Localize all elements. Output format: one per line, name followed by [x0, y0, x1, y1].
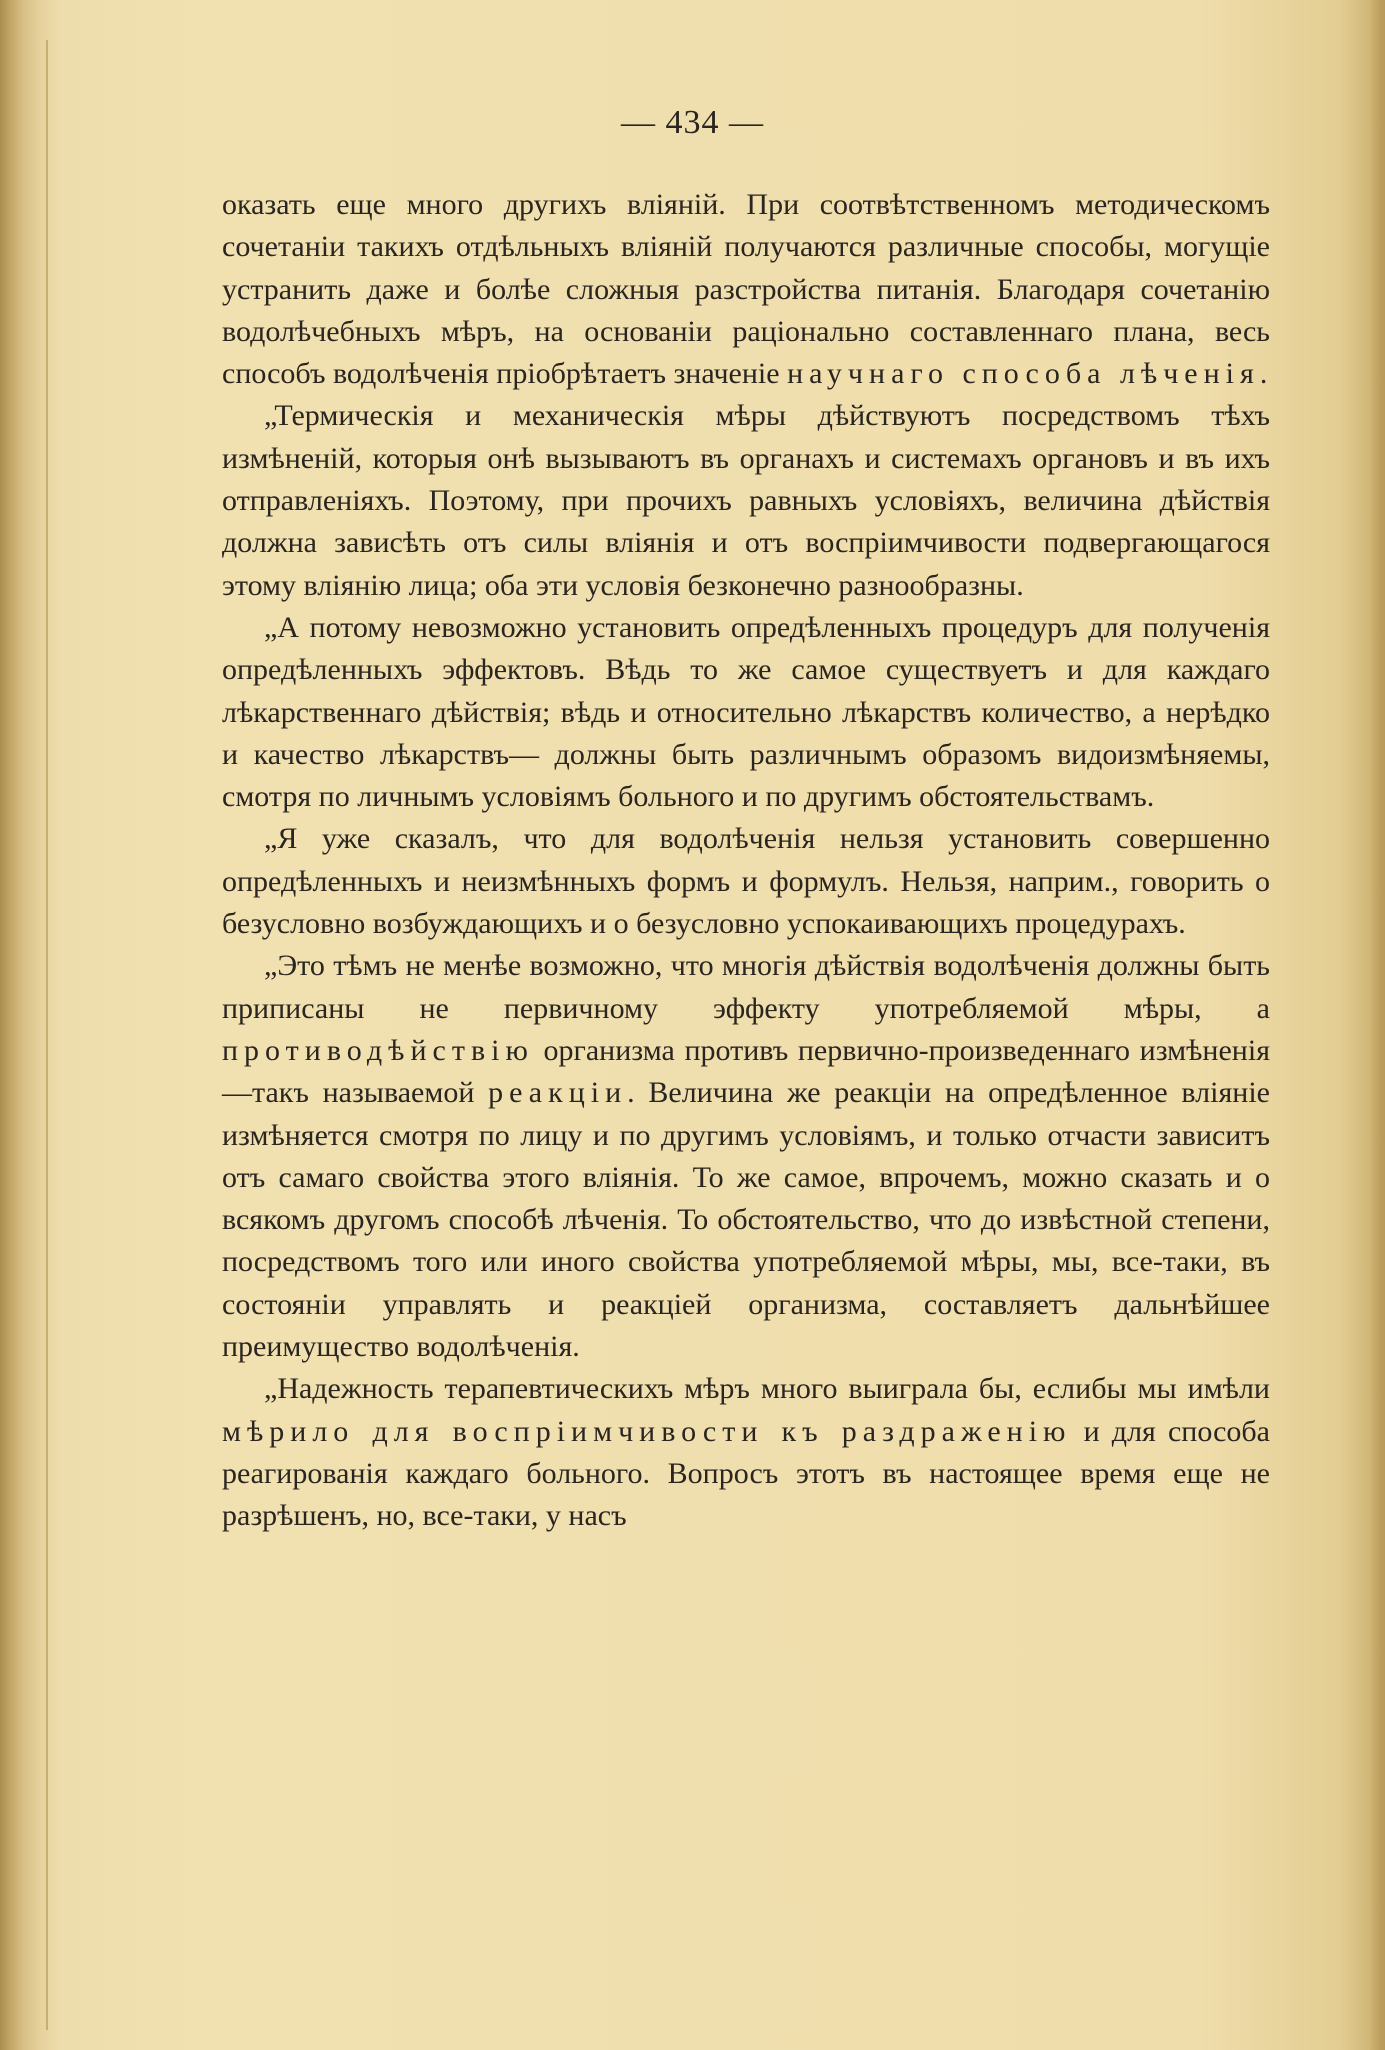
page-number: — 434 — — [621, 104, 764, 141]
emphasized-text: мѣрило для воспріимчивости къ раздраженію — [222, 1414, 1072, 1448]
text-run: „Я уже сказалъ, что для водолѣченія нельзя установить совершенно опредѣленныхъ и неизмѣнныхъ формъ и формулъ. Нельзя, наприм., говорить о безусловно возбуждающихъ и о безусловно успокаивающихъ процедурахъ. — [222, 822, 1270, 941]
paragraph — [222, 945, 1270, 1368]
text-run: . — [1259, 357, 1268, 391]
text-run: организма противъ первично-произведеннаго измѣненія—такъ называемой — [222, 1033, 1270, 1110]
text-run: „Это тѣмъ не менѣе возможно, что многія дѣйствія водолѣченія должны быть приписаны не первичному эффекту употребляемой мѣры, а — [222, 949, 1270, 1025]
emphasized-text: научнаго способа лѣченія — [787, 357, 1260, 391]
page-edge-shadow — [1369, 0, 1385, 2050]
body-text — [222, 184, 1270, 1538]
text-run: „Надежность терапевтическихъ мѣръ много выиграла бы, еслибы мы имѣли — [264, 1372, 1270, 1406]
text-run: . Величина же реакціи на опредѣленное вліяніе измѣняется смотря по лицу и по другимъ условіямъ, и только отчасти зависитъ отъ самаго свойства этого вліянія. То же самое, впрочемъ, можно сказать и о всякомъ другомъ способѣ лѣченія. То обстоятельство, что до извѣстной степени, посредствомъ того или иного свойства употребляемой мѣры, мы, все-таки, въ состояніи управлять и реакціей организма, составляетъ дальнѣйшее преимущество водолѣченія. — [222, 1076, 1270, 1364]
emphasized-text: противодѣйствію — [222, 1033, 534, 1067]
text-run: оказать еще много другихъ вліяній. При соотвѣтственномъ методическомъ сочетаніи такихъ отдѣльныхъ вліяній получаются различные способы, могущіе устранить даже и болѣе сложныя разстройства питанія. Благодаря сочетанію водолѣчебныхъ мѣръ, на основаніи раціонально составленнаго плана, весь способъ водолѣченія пріобрѣтаетъ значеніе — [222, 188, 1270, 391]
paragraph — [222, 184, 1270, 395]
paragraph — [222, 818, 1270, 945]
text-run: и для способа реагированія каждаго больного. Вопросъ этотъ въ настоящее время еще не разрѣшенъ, но, все-таки, у насъ — [222, 1414, 1270, 1533]
text-run: „А потому невозможно установить опредѣленныхъ процедуръ для полученія опредѣленныхъ эффектовъ. Вѣдь то же самое существуетъ и для каждаго лѣкарственнаго дѣйствія; вѣдь и относительно лѣкарствъ количество, а нерѣдко и качество лѣкарствъ— должны быть различнымъ образомъ видоизмѣняемы, смотря по личнымъ условіямъ больного и по другимъ обстоятельствамъ. — [222, 610, 1270, 814]
text-run: „Термическія и механическія мѣры дѣйствуютъ посредствомъ тѣхъ измѣненій, которыя онѣ вызываютъ въ органахъ и системахъ органовъ и въ ихъ отправленіяхъ. Поэтому, при прочихъ равныхъ условіяхъ, величина дѣйствія должна зависѣть отъ силы вліянія и отъ воспріимчивости подвергающагося этому вліянію лица; оба эти условія безконечно разнообразны. — [222, 399, 1270, 602]
paragraph — [222, 1368, 1270, 1537]
paragraph — [222, 607, 1270, 818]
paragraph — [222, 395, 1270, 606]
emphasized-text: реакціи — [488, 1076, 628, 1110]
page-spine-shadow — [0, 0, 58, 2050]
binding-line — [46, 40, 48, 2030]
